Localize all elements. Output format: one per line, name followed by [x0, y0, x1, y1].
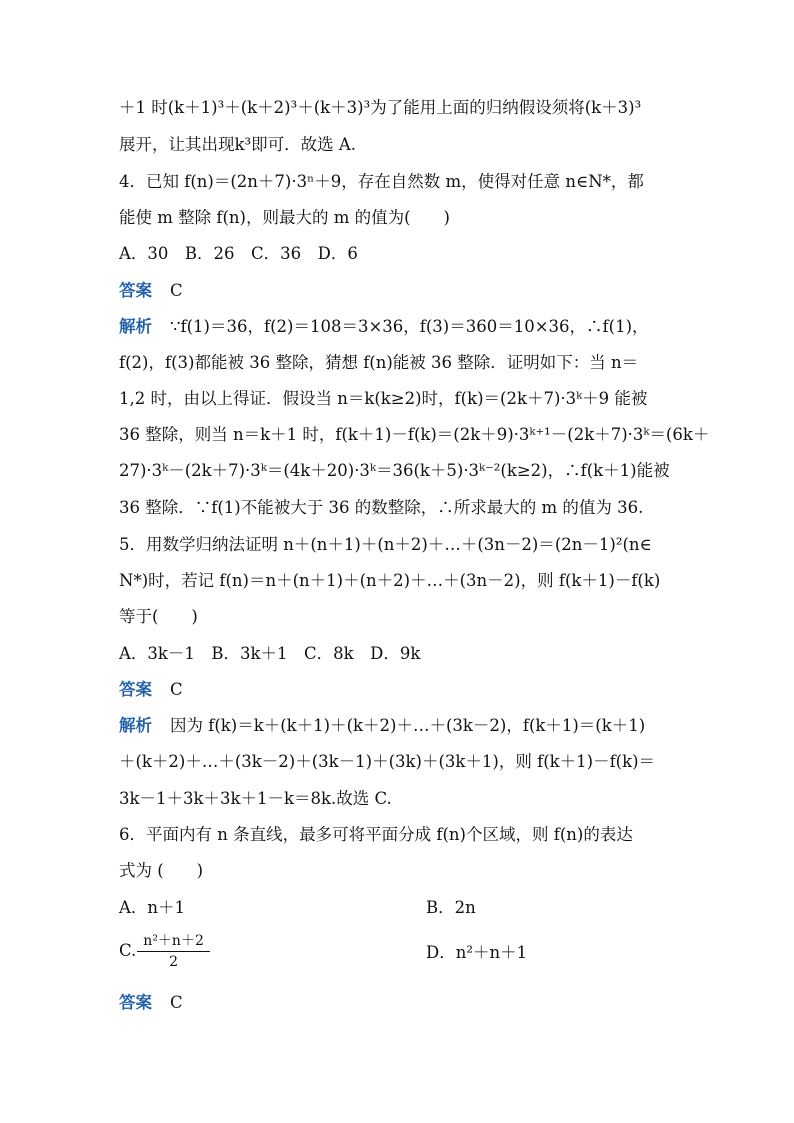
option-c-prefix: C.	[119, 941, 137, 960]
analysis-line	[119, 316, 649, 338]
analysis-line: 1,2 时，由以上得证．假设当 n＝k(k≥2)时，f(k)＝(2k＋7)·3ᵏ＋9 能被	[119, 389, 648, 408]
answer-line	[119, 679, 183, 701]
answer-line	[119, 992, 183, 1014]
question-5-line: N*)时，若记 f(n)＝n＋(n＋1)＋(n＋2)＋…＋(3n－2)，则 f(k＋1)－f(k)	[119, 571, 661, 590]
question-6-line: 式为 ( )	[119, 861, 204, 880]
answer-label: 答案	[119, 281, 152, 300]
fraction-denominator: 2	[169, 954, 179, 970]
text-line: ＋1 时(k＋1)³＋(k＋2)³＋(k＋3)³为了能用上面的归纳假设须将(k＋3)³	[119, 98, 642, 117]
analysis-line: 3k－1＋3k＋3k＋1－k＝8k.故选 C.	[119, 789, 392, 808]
answer-value: C	[170, 680, 183, 699]
option-c	[119, 931, 210, 972]
answer-value: C	[170, 281, 183, 300]
fraction	[137, 931, 210, 972]
answer-line	[119, 280, 183, 302]
question-4-options: A．30 B．26 C．36 D．6	[119, 244, 358, 263]
answer-value: C	[170, 993, 183, 1012]
analysis-line: 36 整除，则当 n＝k＋1 时，f(k＋1)－f(k)＝(2k＋9)·3ᵏ⁺¹－(2k＋7)·3ᵏ＝(6k＋	[119, 425, 710, 444]
option-d: D．n²＋n＋1	[426, 943, 528, 962]
analysis-label: 解析	[119, 317, 152, 336]
analysis-line: 27)·3ᵏ－(2k＋7)·3ᵏ＝(4k＋20)·3ᵏ＝36(k＋5)·3ᵏ⁻²(k≥2)，∴f(k＋1)能被	[119, 461, 670, 480]
analysis-line: ＋(k＋2)＋…＋(3k－2)＋(3k－1)＋(3k)＋(3k＋1)，则 f(k＋1)－f(k)＝	[119, 752, 656, 771]
question-5-options: A．3k－1 B．3k＋1 C．8k D．9k	[119, 644, 421, 663]
analysis-line: 36 整除．∵f(1)不能被大于 36 的数整除，∴所求最大的 m 的值为 36.	[119, 498, 644, 517]
answer-label: 答案	[119, 993, 152, 1012]
option-a: A．n＋1	[119, 898, 186, 917]
answer-label: 答案	[119, 680, 152, 699]
analysis-line	[119, 715, 645, 737]
analysis-text: ∵f(1)＝36，f(2)＝108＝3×36，f(3)＝360＝10×36，∴f(1)，	[170, 317, 649, 336]
option-b: B．2n	[426, 898, 476, 917]
question-4-line: 能使 m 整除 f(n)，则最大的 m 的值为( )	[119, 208, 450, 227]
question-4-line: 4．已知 f(n)＝(2n＋7)·3ⁿ＋9，存在自然数 m，使得对任意 n∈N*，都	[119, 172, 644, 191]
text-line: 展开，让其出现k³即可．故选 A.	[119, 135, 357, 154]
question-5-line: 5．用数学归纳法证明 n＋(n＋1)＋(n＋2)＋…＋(3n－2)＝(2n－1)²(n∈	[119, 535, 652, 554]
fraction-numerator: n²＋n＋2	[137, 931, 210, 952]
question-5-line: 等于( )	[119, 607, 198, 626]
analysis-label: 解析	[119, 716, 152, 735]
analysis-line: f(2)，f(3)都能被 36 整除，猜想 f(n)能被 36 整除．证明如下：当 n＝	[119, 353, 639, 372]
question-6-line: 6．平面内有 n 条直线，最多可将平面分成 f(n)个区域，则 f(n)的表达	[119, 825, 633, 844]
analysis-text: 因为 f(k)＝k＋(k＋1)＋(k＋2)＋…＋(3k－2)，f(k＋1)＝(k＋1)	[170, 716, 646, 735]
